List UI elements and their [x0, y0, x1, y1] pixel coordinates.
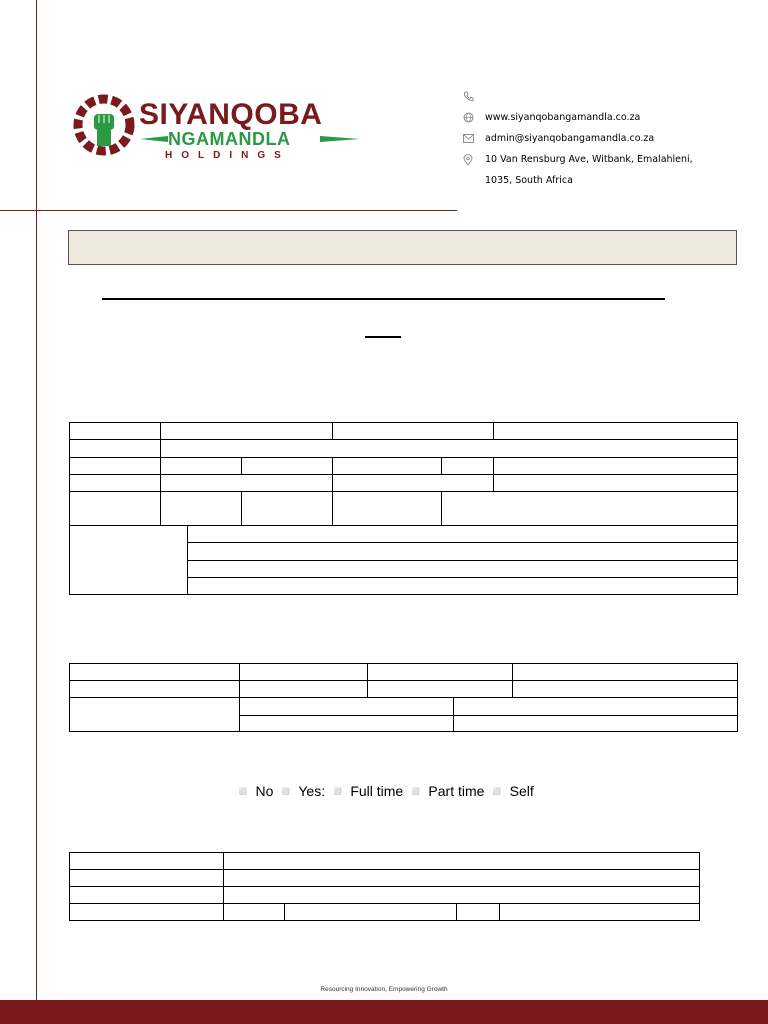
table-cell[interactable] — [494, 458, 738, 475]
employment-options[interactable]: ◽ No ◽ Yes: ◽ Full time ◽ Part time ◽ Self — [234, 783, 534, 799]
location-icon — [463, 154, 485, 166]
table-cell[interactable] — [188, 561, 738, 578]
table-cell — [368, 681, 513, 698]
left-border-line — [36, 0, 37, 1000]
contact-block — [463, 86, 753, 191]
table-cell[interactable] — [224, 887, 700, 904]
logo-subname-text: NGAMANDLA — [168, 129, 291, 149]
table-cell[interactable] — [224, 870, 700, 887]
table-cell[interactable] — [454, 698, 738, 716]
table-cell[interactable] — [242, 458, 333, 475]
table-cell[interactable] — [442, 492, 738, 526]
title-underline — [102, 298, 665, 300]
logo-holdings-text: HOLDINGS — [165, 150, 290, 161]
table-cell[interactable] — [224, 853, 700, 870]
table-cell[interactable] — [494, 423, 738, 440]
table-cell[interactable] — [188, 578, 738, 595]
table-cell — [457, 904, 500, 921]
employer-details-table — [69, 852, 700, 921]
fist-gear-icon — [72, 92, 136, 158]
table-cell[interactable] — [454, 716, 738, 732]
table-cell — [70, 870, 224, 887]
subtitle-underline — [365, 336, 401, 338]
phone-row — [463, 86, 753, 107]
table-cell — [70, 887, 224, 904]
form-title-banner — [68, 230, 737, 265]
table-cell[interactable] — [188, 526, 738, 543]
table-cell — [70, 440, 161, 458]
table-cell[interactable] — [224, 904, 285, 921]
table-cell — [70, 904, 224, 921]
footer-bar — [0, 1000, 768, 1024]
secondary-details-table — [69, 663, 738, 732]
table-cell[interactable] — [333, 492, 442, 526]
table-cell[interactable] — [242, 492, 333, 526]
table-cell — [70, 475, 161, 492]
table-cell[interactable] — [161, 475, 333, 492]
website-link[interactable]: www.siyanqobangamandla.co.za — [485, 112, 641, 123]
table-cell[interactable] — [285, 904, 457, 921]
table-cell[interactable] — [240, 681, 368, 698]
email-link[interactable]: admin@siyanqobangamandla.co.za — [485, 133, 655, 144]
footer-tagline: Resourcing Innovation, Empowering Growth — [320, 986, 448, 993]
globe-icon — [463, 112, 485, 123]
mail-icon — [463, 134, 485, 143]
table-cell[interactable] — [161, 492, 242, 526]
logo-brand-text: SIYANQOBA — [139, 98, 323, 131]
table-cell[interactable] — [240, 664, 368, 681]
table-cell — [70, 698, 240, 732]
phone-icon — [463, 91, 485, 102]
address-line-1: 10 Van Rensburg Ave, Witbank, Emalahleni, — [485, 154, 693, 165]
table-cell[interactable] — [161, 440, 738, 458]
table-cell — [70, 526, 188, 595]
table-cell[interactable] — [161, 423, 333, 440]
table-cell — [70, 853, 224, 870]
table-cell[interactable] — [188, 543, 738, 561]
table-cell[interactable] — [500, 904, 700, 921]
table-cell — [333, 458, 442, 475]
table-cell — [70, 681, 240, 698]
table-cell[interactable] — [494, 475, 738, 492]
table-cell — [70, 492, 161, 526]
table-cell — [368, 664, 513, 681]
table-cell — [70, 458, 161, 475]
table-cell — [333, 423, 494, 440]
header-divider-line — [0, 210, 457, 211]
table-cell — [70, 664, 240, 681]
table-cell[interactable] — [161, 458, 242, 475]
address-row — [463, 149, 753, 170]
table-cell[interactable] — [513, 681, 738, 698]
table-cell[interactable] — [240, 716, 454, 732]
table-cell[interactable] — [240, 698, 454, 716]
email-row — [463, 128, 753, 149]
table-cell[interactable] — [513, 664, 738, 681]
table-cell — [333, 475, 494, 492]
personal-details-table — [69, 422, 738, 595]
website-row — [463, 107, 753, 128]
table-cell[interactable] — [442, 458, 494, 475]
address-line-2: 1035, South Africa — [485, 175, 573, 186]
table-cell — [70, 423, 161, 440]
